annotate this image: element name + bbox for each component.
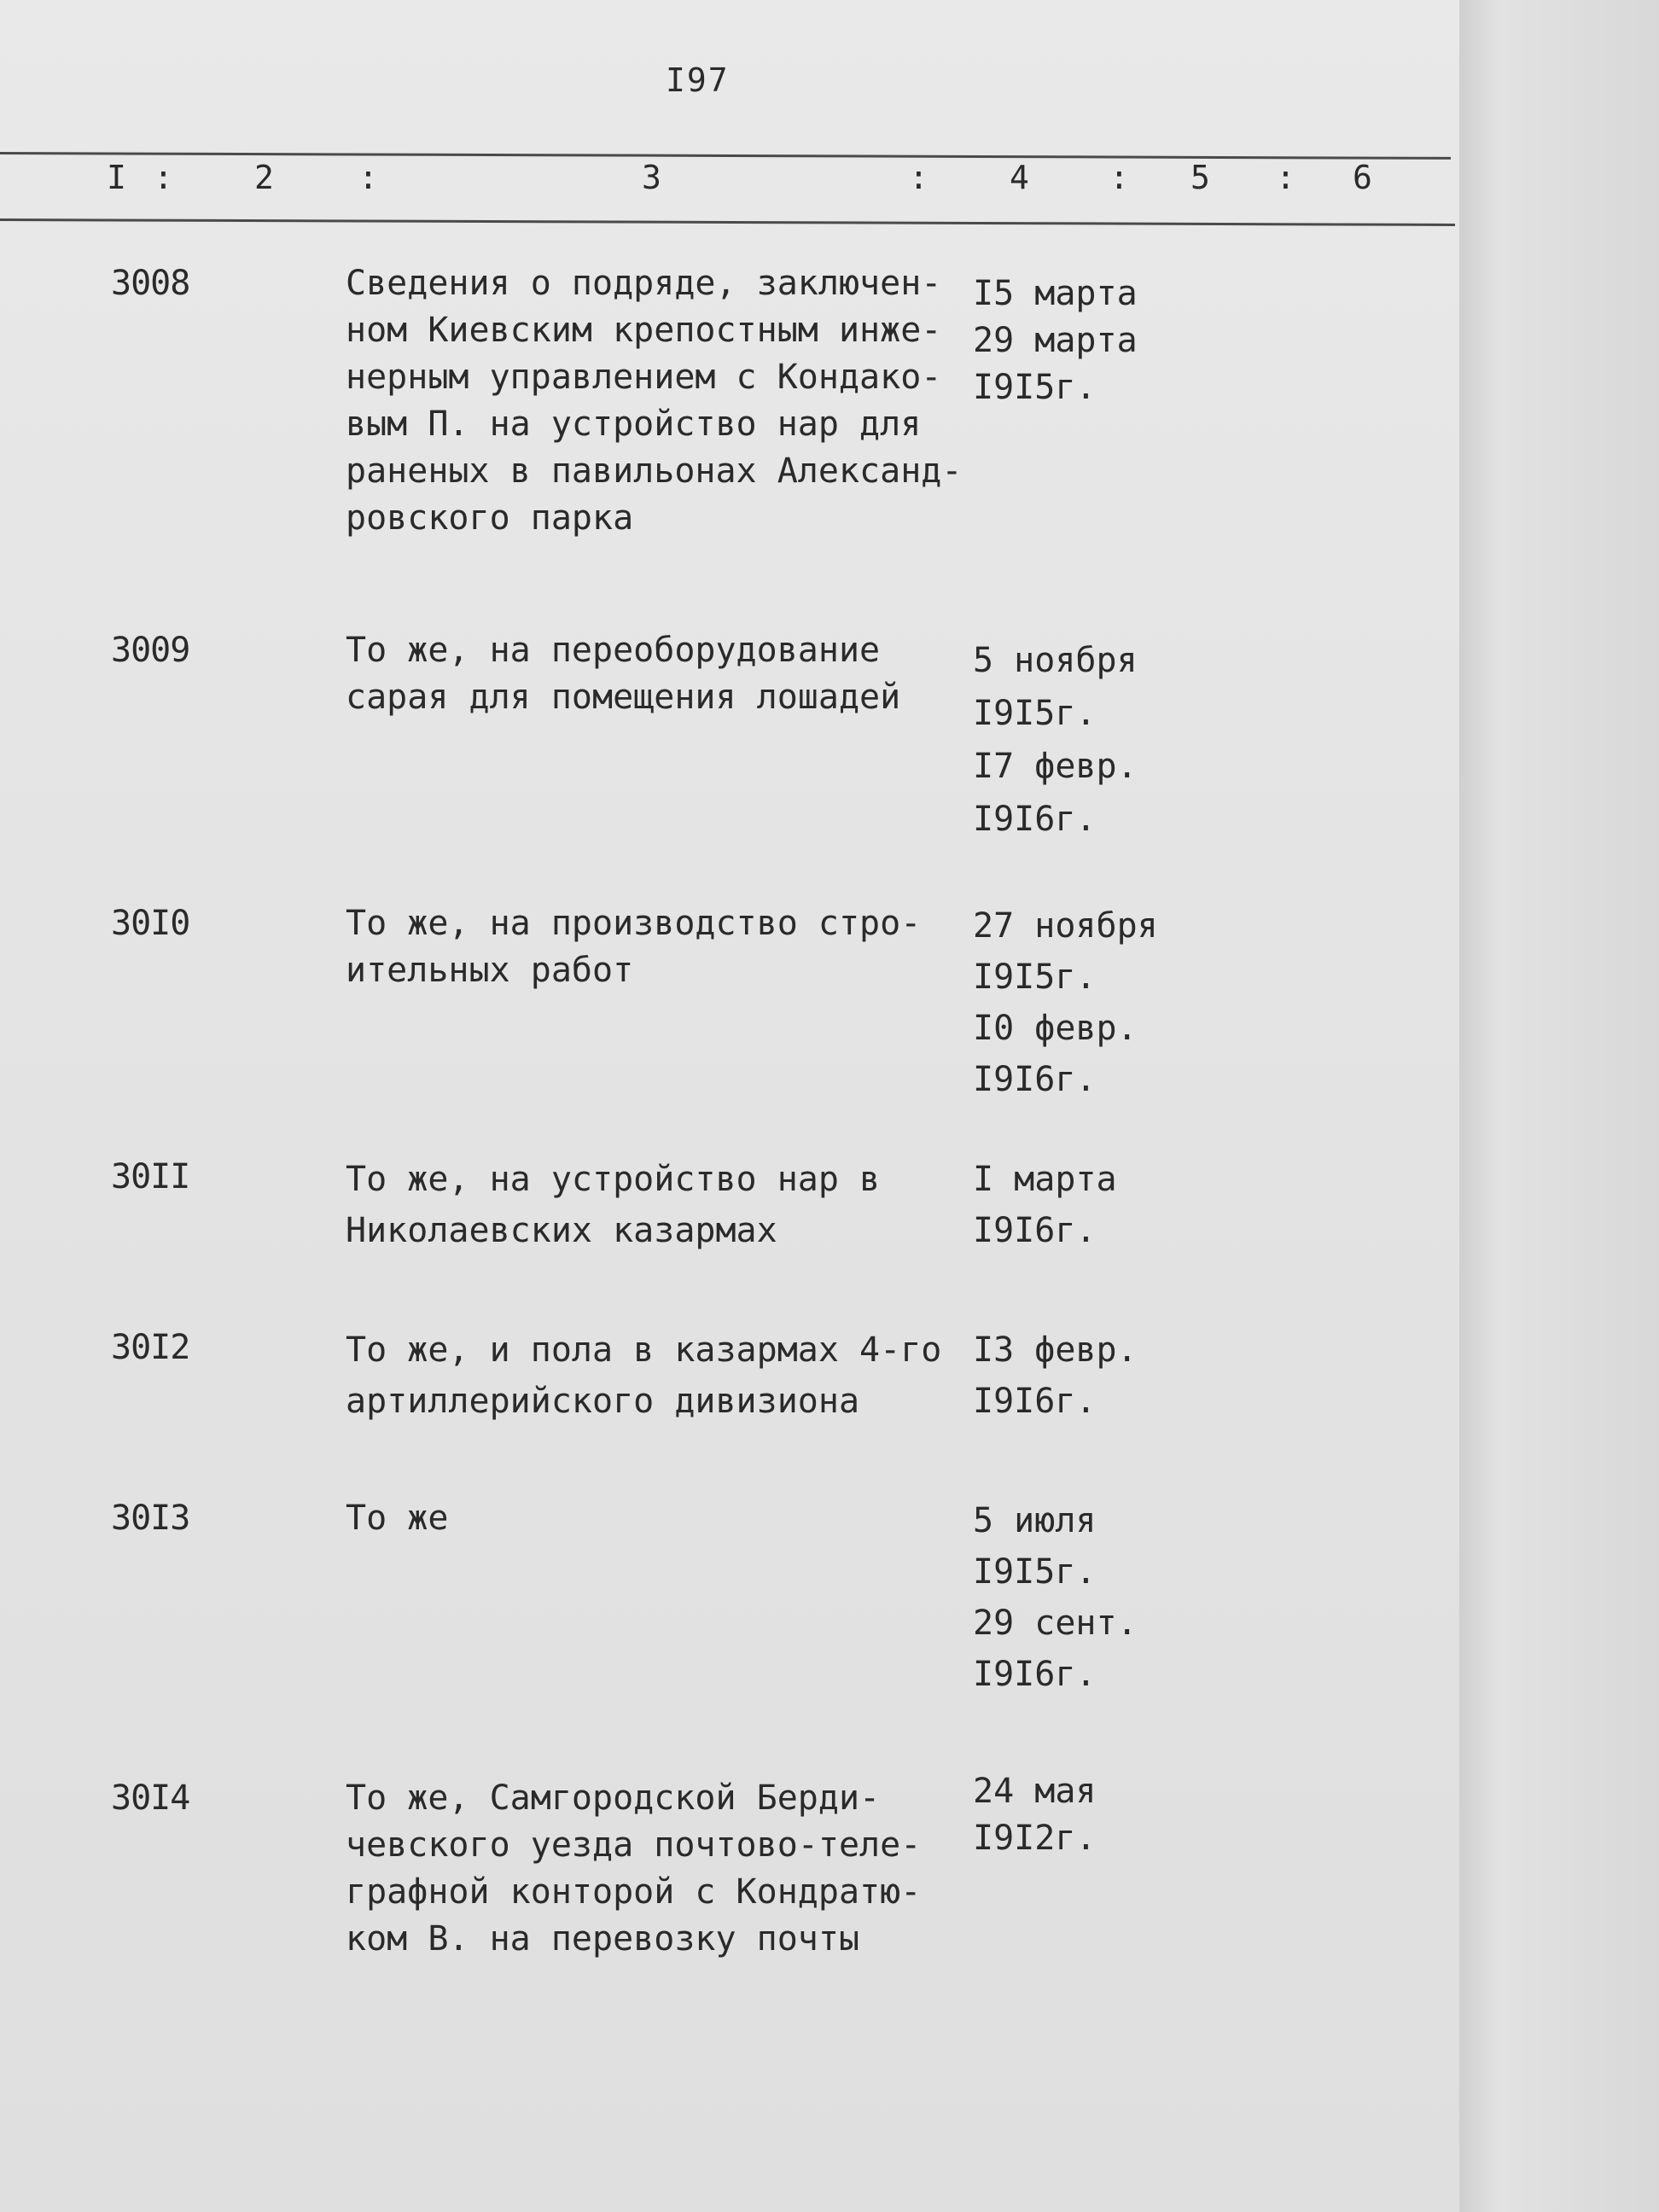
entry-description — [346, 260, 969, 542]
column-header-2: 2 — [254, 159, 274, 196]
entry-number: 30I4 — [111, 1778, 190, 1818]
description-line: сарая для помещения лошадей — [346, 678, 901, 717]
description-line: То же, на производство стро- — [346, 904, 922, 943]
date-line: 29 марта — [973, 321, 1138, 360]
entry-number: 30I3 — [111, 1499, 190, 1538]
column-separator: : — [358, 159, 378, 196]
entry-description — [346, 1495, 969, 1542]
date-line: I9I5г. — [973, 1552, 1097, 1592]
description-line: То же — [346, 1499, 449, 1538]
column-header-1: I — [107, 159, 126, 196]
entry-number: 3008 — [111, 264, 190, 303]
date-line: I5 марта — [973, 274, 1138, 313]
date-line: I9I5г. — [973, 368, 1097, 407]
entry-number: 30I0 — [111, 904, 190, 943]
entry-dates — [973, 1324, 1203, 1427]
entry-description — [346, 627, 969, 721]
description-line: раненых в павильонах Александ- — [346, 451, 963, 491]
description-line: То же, Самгородской Берди- — [346, 1778, 881, 1818]
entry-number: 30II — [111, 1157, 190, 1196]
entry-description — [346, 900, 969, 994]
description-line: чевского уезда почтово-теле- — [346, 1825, 922, 1865]
description-line: ровского парка — [346, 498, 634, 538]
entry-description — [346, 1154, 969, 1256]
column-separator: : — [1109, 159, 1129, 196]
column-header-5: 5 — [1190, 159, 1210, 196]
date-line: 29 сент. — [973, 1604, 1138, 1643]
date-line: I9I2г. — [973, 1819, 1097, 1858]
date-line: I9I5г. — [973, 958, 1097, 997]
description-line: То же, на переоборудование — [346, 631, 881, 670]
description-line: Николаевских казармах — [346, 1211, 777, 1250]
entry-number: 3009 — [111, 631, 190, 670]
description-line: ком В. на перевозку почты — [346, 1919, 860, 1959]
entry-number: 30I2 — [111, 1328, 190, 1367]
description-line: графной конторой с Кондратю- — [346, 1872, 922, 1912]
date-line: I9I6г. — [973, 1060, 1097, 1099]
column-header-4: 4 — [1010, 159, 1029, 196]
description-line: артиллерийского дивизиона — [346, 1382, 860, 1421]
description-line: То же, и пола в казармах 4-го — [346, 1330, 942, 1370]
description-line: Сведения о подряде, заключен- — [346, 264, 942, 303]
description-line: нерным управлением с Кондако- — [346, 358, 942, 397]
entry-dates — [973, 900, 1203, 1105]
entry-dates — [973, 1768, 1203, 1862]
date-line: I9I6г. — [973, 1382, 1097, 1421]
header-rule-bottom — [0, 218, 1455, 226]
column-separator: : — [909, 159, 928, 196]
description-line: вым П. на устройство нар для — [346, 405, 922, 444]
date-line: I9I6г. — [973, 1211, 1097, 1250]
date-line: 5 ноября — [973, 641, 1138, 680]
entry-dates — [973, 271, 1203, 411]
description-line: То же, на устройство нар в — [346, 1160, 881, 1199]
page-number: I97 — [666, 61, 730, 99]
entry-dates — [973, 1154, 1203, 1256]
date-line: I9I6г. — [973, 800, 1097, 839]
column-header-3: 3 — [642, 159, 661, 196]
date-line: I9I6г. — [973, 1655, 1097, 1694]
date-line: 27 ноября — [973, 906, 1158, 946]
date-line: I7 февр. — [973, 747, 1138, 786]
date-line: 5 июля — [973, 1501, 1097, 1540]
entry-dates — [973, 634, 1203, 846]
column-header-6: 6 — [1353, 159, 1372, 196]
date-line: 24 мая — [973, 1772, 1097, 1811]
underlying-page-edge — [1459, 0, 1659, 2212]
column-separator: : — [1276, 159, 1295, 196]
entry-description — [346, 1324, 969, 1427]
entry-description — [346, 1775, 969, 1963]
entry-dates — [973, 1495, 1203, 1700]
column-separator: : — [154, 159, 173, 196]
description-line: ительных работ — [346, 951, 634, 990]
date-line: I0 февр. — [973, 1009, 1138, 1048]
date-line: I3 февр. — [973, 1330, 1138, 1370]
date-line: I9I5г. — [973, 694, 1097, 733]
description-line: ном Киевским крепостным инже- — [346, 311, 942, 350]
date-line: I марта — [973, 1160, 1117, 1199]
column-headers — [0, 159, 1451, 210]
